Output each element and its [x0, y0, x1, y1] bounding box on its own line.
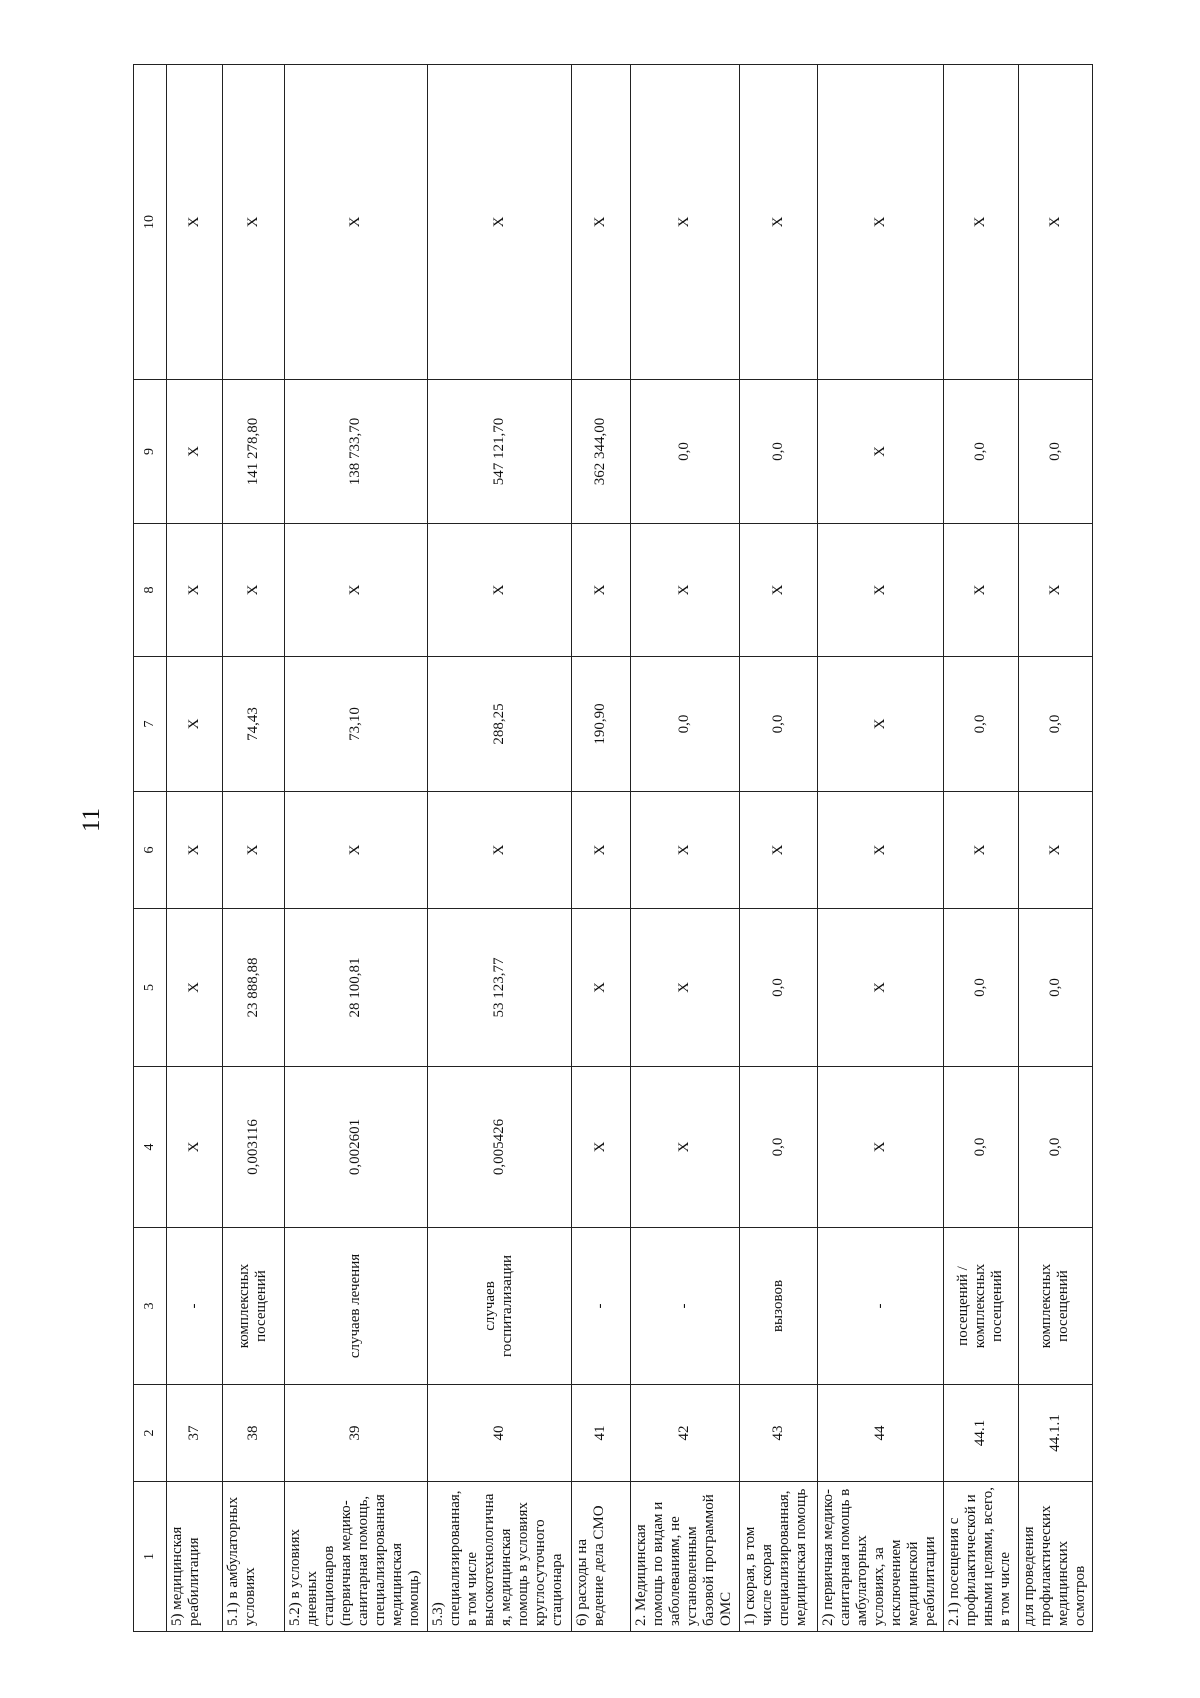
column-header: 4 — [134, 1067, 167, 1228]
table-cell: X — [818, 1067, 944, 1228]
row-label-cell: 2. Медицинская помощь по видам и заболеваниям, не установленным базовой программой ОМС — [630, 1482, 739, 1632]
table-cell: 38 — [222, 1385, 284, 1482]
table-row — [166, 65, 222, 1632]
table-cell: 0,0 — [1018, 909, 1092, 1067]
page-number: 11 — [78, 807, 105, 833]
table-row — [1018, 65, 1092, 1632]
table-cell: 37 — [166, 1385, 222, 1482]
table-cell: X — [222, 524, 284, 657]
table-cell: X — [284, 792, 428, 909]
column-header: 10 — [134, 65, 167, 380]
table-cell: 39 — [284, 1385, 428, 1482]
table-cell: X — [1018, 792, 1092, 909]
table-cell: X — [166, 792, 222, 909]
table-cell: комплексных посещений — [1018, 1228, 1092, 1385]
table-cell: X — [166, 909, 222, 1067]
table-cell: X — [944, 524, 1018, 657]
table-cell: X — [428, 65, 572, 380]
table-cell: комплексных посещений — [222, 1228, 284, 1385]
table-cell: X — [630, 65, 739, 380]
row-label-cell: 1) скорая, в том числе скорая специализированная, медицинская помощь — [739, 1482, 817, 1632]
table-cell: 0,0 — [944, 657, 1018, 792]
table-cell: X — [428, 524, 572, 657]
table-cell: X — [571, 65, 630, 380]
rotated-table-wrapper — [133, 65, 1093, 1632]
table-cell: X — [166, 380, 222, 524]
table-cell: X — [818, 909, 944, 1067]
table-row — [222, 65, 284, 1632]
table-cell: 73,10 — [284, 657, 428, 792]
row-label-cell: 2.1) посещения с профилактической и иными целями, всего, в том числе — [944, 1482, 1018, 1632]
table-cell: 0,005426 — [428, 1067, 572, 1228]
table-cell: X — [1018, 65, 1092, 380]
table-cell: - — [166, 1228, 222, 1385]
table-cell: X — [818, 380, 944, 524]
header-row — [134, 65, 167, 1632]
table-cell: - — [571, 1228, 630, 1385]
table-cell: X — [166, 657, 222, 792]
table-cell: 0,0 — [944, 909, 1018, 1067]
table-cell: 42 — [630, 1385, 739, 1482]
table-row — [944, 65, 1018, 1632]
row-label-cell: 6) расходы на ведение дела СМО — [571, 1482, 630, 1632]
table-row — [818, 65, 944, 1632]
table-cell: 0,0 — [630, 380, 739, 524]
table-cell: 74,43 — [222, 657, 284, 792]
row-label-cell: 2) первичная медико-санитарная помощь в амбулаторных условиях, за исключением медицинской реабилитации — [818, 1482, 944, 1632]
table-cell: 43 — [739, 1385, 817, 1482]
table-cell: - — [818, 1228, 944, 1385]
table-cell: X — [818, 65, 944, 380]
table-cell: 44 — [818, 1385, 944, 1482]
table-row — [428, 65, 572, 1632]
column-header: 9 — [134, 380, 167, 524]
column-header: 8 — [134, 524, 167, 657]
table-cell: 0,0 — [1018, 657, 1092, 792]
table-cell: 190,90 — [571, 657, 630, 792]
table-cell: X — [739, 524, 817, 657]
table-cell: X — [428, 792, 572, 909]
table-cell: X — [944, 792, 1018, 909]
table-cell: X — [739, 792, 817, 909]
table-cell: 288,25 — [428, 657, 572, 792]
table-cell: 53 123,77 — [428, 909, 572, 1067]
table-cell: 0,0 — [944, 380, 1018, 524]
table-cell: 0,002601 — [284, 1067, 428, 1228]
table-cell: 547 121,70 — [428, 380, 572, 524]
table-cell: 0,0 — [630, 657, 739, 792]
table-cell: X — [222, 65, 284, 380]
table-cell: X — [818, 657, 944, 792]
table-cell: X — [818, 524, 944, 657]
table-cell: случаев госпитализации — [428, 1228, 572, 1385]
table-row — [571, 65, 630, 1632]
table-cell: случаев лечения — [284, 1228, 428, 1385]
row-label-cell: 5.3) специализированная, в том числе высокотехнологичная, медицинская помощь в условиях круглосуточного стационара — [428, 1482, 572, 1632]
table-cell: 0,0 — [1018, 380, 1092, 524]
column-header: 7 — [134, 657, 167, 792]
table-cell: X — [739, 65, 817, 380]
table-cell: 44.1 — [944, 1385, 1018, 1482]
table-cell: X — [222, 792, 284, 909]
table-cell: 40 — [428, 1385, 572, 1482]
table-cell: X — [284, 65, 428, 380]
row-label-cell: 5.2) в условиях дневных стационаров (первичная медико-санитарная помощь, специализированная медицинская помощь) — [284, 1482, 428, 1632]
row-label-cell: 5) медицинская реабилитация — [166, 1482, 222, 1632]
table-cell: X — [630, 909, 739, 1067]
table-cell: 141 278,80 — [222, 380, 284, 524]
column-header: 1 — [134, 1482, 167, 1632]
table-row — [630, 65, 739, 1632]
table-cell: 0,0 — [739, 909, 817, 1067]
column-header: 5 — [134, 909, 167, 1067]
column-header: 2 — [134, 1385, 167, 1482]
table-cell: X — [571, 1067, 630, 1228]
table-cell: 0,0 — [739, 1067, 817, 1228]
financing-table — [133, 64, 1093, 1632]
table-cell: 41 — [571, 1385, 630, 1482]
table-cell: X — [571, 792, 630, 909]
table-cell: - — [630, 1228, 739, 1385]
table-cell: X — [944, 65, 1018, 380]
table-cell: 44.1.1 — [1018, 1385, 1092, 1482]
table-cell: X — [630, 524, 739, 657]
table-cell: 0,0 — [739, 657, 817, 792]
table-cell: X — [630, 792, 739, 909]
table-cell: X — [571, 909, 630, 1067]
table-cell: X — [166, 1067, 222, 1228]
table-cell: 0,003116 — [222, 1067, 284, 1228]
table-cell: X — [571, 524, 630, 657]
table-cell: вызовов — [739, 1228, 817, 1385]
table-cell: X — [1018, 524, 1092, 657]
table-cell: 23 888,88 — [222, 909, 284, 1067]
table-cell: 0,0 — [1018, 1067, 1092, 1228]
table-cell: посещений / комплексных посещений — [944, 1228, 1018, 1385]
row-label-cell: для проведения профилактических медицинских осмотров — [1018, 1482, 1092, 1632]
table-cell: X — [284, 524, 428, 657]
table-body — [134, 65, 1093, 1632]
table-row — [739, 65, 817, 1632]
row-label-cell: 5.1) в амбулаторных условиях — [222, 1482, 284, 1632]
table-cell: 362 344,00 — [571, 380, 630, 524]
column-header: 6 — [134, 792, 167, 909]
table-cell: 138 733,70 — [284, 380, 428, 524]
table-cell: X — [166, 65, 222, 380]
table-cell: 28 100,81 — [284, 909, 428, 1067]
table-cell: X — [630, 1067, 739, 1228]
table-row — [284, 65, 428, 1632]
column-header: 3 — [134, 1228, 167, 1385]
table-cell: 0,0 — [944, 1067, 1018, 1228]
table-cell: X — [166, 524, 222, 657]
table-cell: 0,0 — [739, 380, 817, 524]
table-cell: X — [818, 792, 944, 909]
